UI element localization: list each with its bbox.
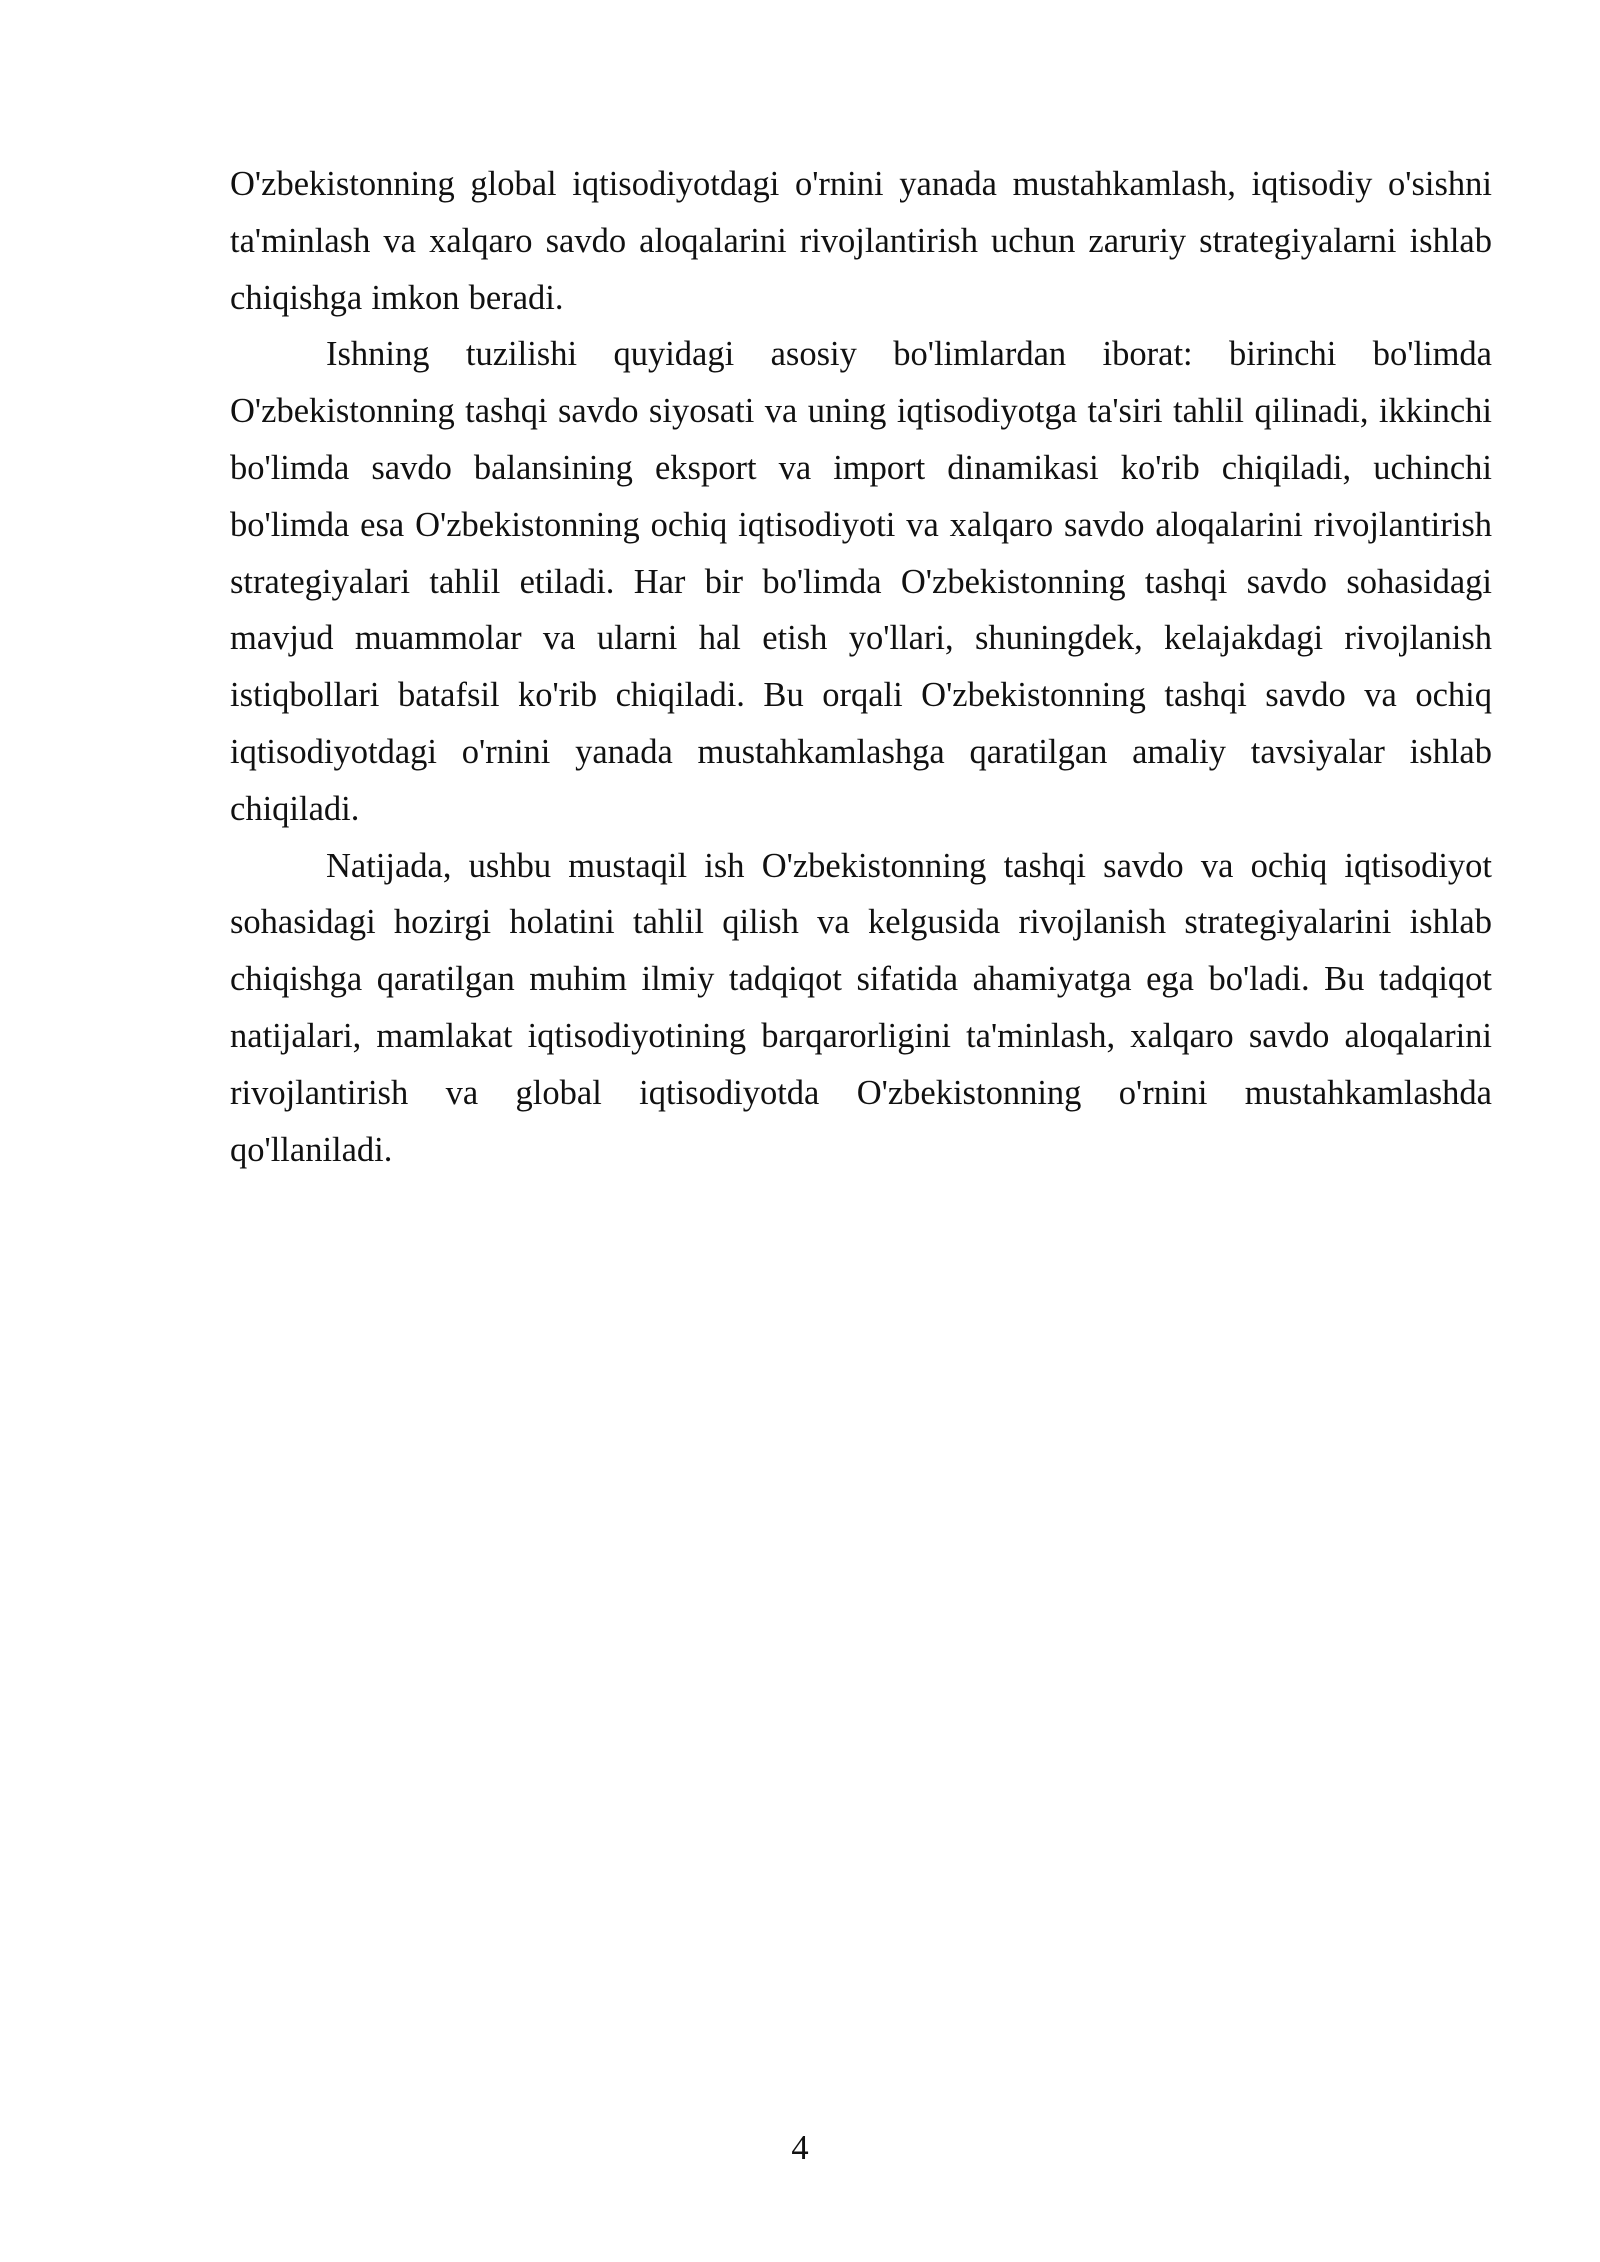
- page-number: 4: [791, 2129, 809, 2167]
- paragraph-conclusion: Natijada, ushbu mustaqil ish O'zbekistonning tashqi savdo va ochiq iqtisodiyot sohasidagi hozirgi holatini tahlil qilish va kelgusida rivojlanish strategiyalarini ishlab chiqishga qaratilgan muhim ilmiy tadqiqot sifatida ahamiyatga ega bo'ladi. Bu tadqiqot natijalari, mamlakat iqtisodiyotining barqarorligini ta'minlash, xalqaro savdo aloqalarini rivojlantirish va global iqtisodiyotda O'zbekistonning o'rnini mustahkamlashda qo'llaniladi.: [230, 846, 1492, 1169]
- paragraph-continuation: O'zbekistonning global iqtisodiyotdagi o'rnini yanada mustahkamlash, iqtisodiy o'sishni ta'minlash va xalqaro savdo aloqalarini rivojlantirish uchun zaruriy strategiyalarni ishlab chiqishga imkon beradi.: [230, 165, 1492, 317]
- body-text: [230, 156, 1492, 1178]
- paragraph-structure: Ishning tuzilishi quyidagi asosiy bo'limlardan iborat: birinchi bo'limda O'zbekistonning tashqi savdo siyosati va uning iqtisodiyotga ta'siri tahlil qilinadi, ikkinchi bo'limda savdo balansining eksport va import dinamikasi ko'rib chiqiladi, uchinchi bo'limda esa O'zbekistonning ochiq iqtisodiyoti va xalqaro savdo aloqalarini rivojlantirish strategiyalari tahlil etiladi. Har bir bo'limda O'zbekistonning tashqi savdo sohasidagi mavjud muammolar va ularni hal etish yo'llari, shuningdek, kelajakdagi rivojlanish istiqbollari batafsil ko'rib chiqiladi. Bu orqali O'zbekistonning tashqi savdo va ochiq iqtisodiyotdagi o'rnini yanada mustahkamlashga qaratilgan amaliy tavsiyalar ishlab chiqiladi.: [230, 335, 1492, 828]
